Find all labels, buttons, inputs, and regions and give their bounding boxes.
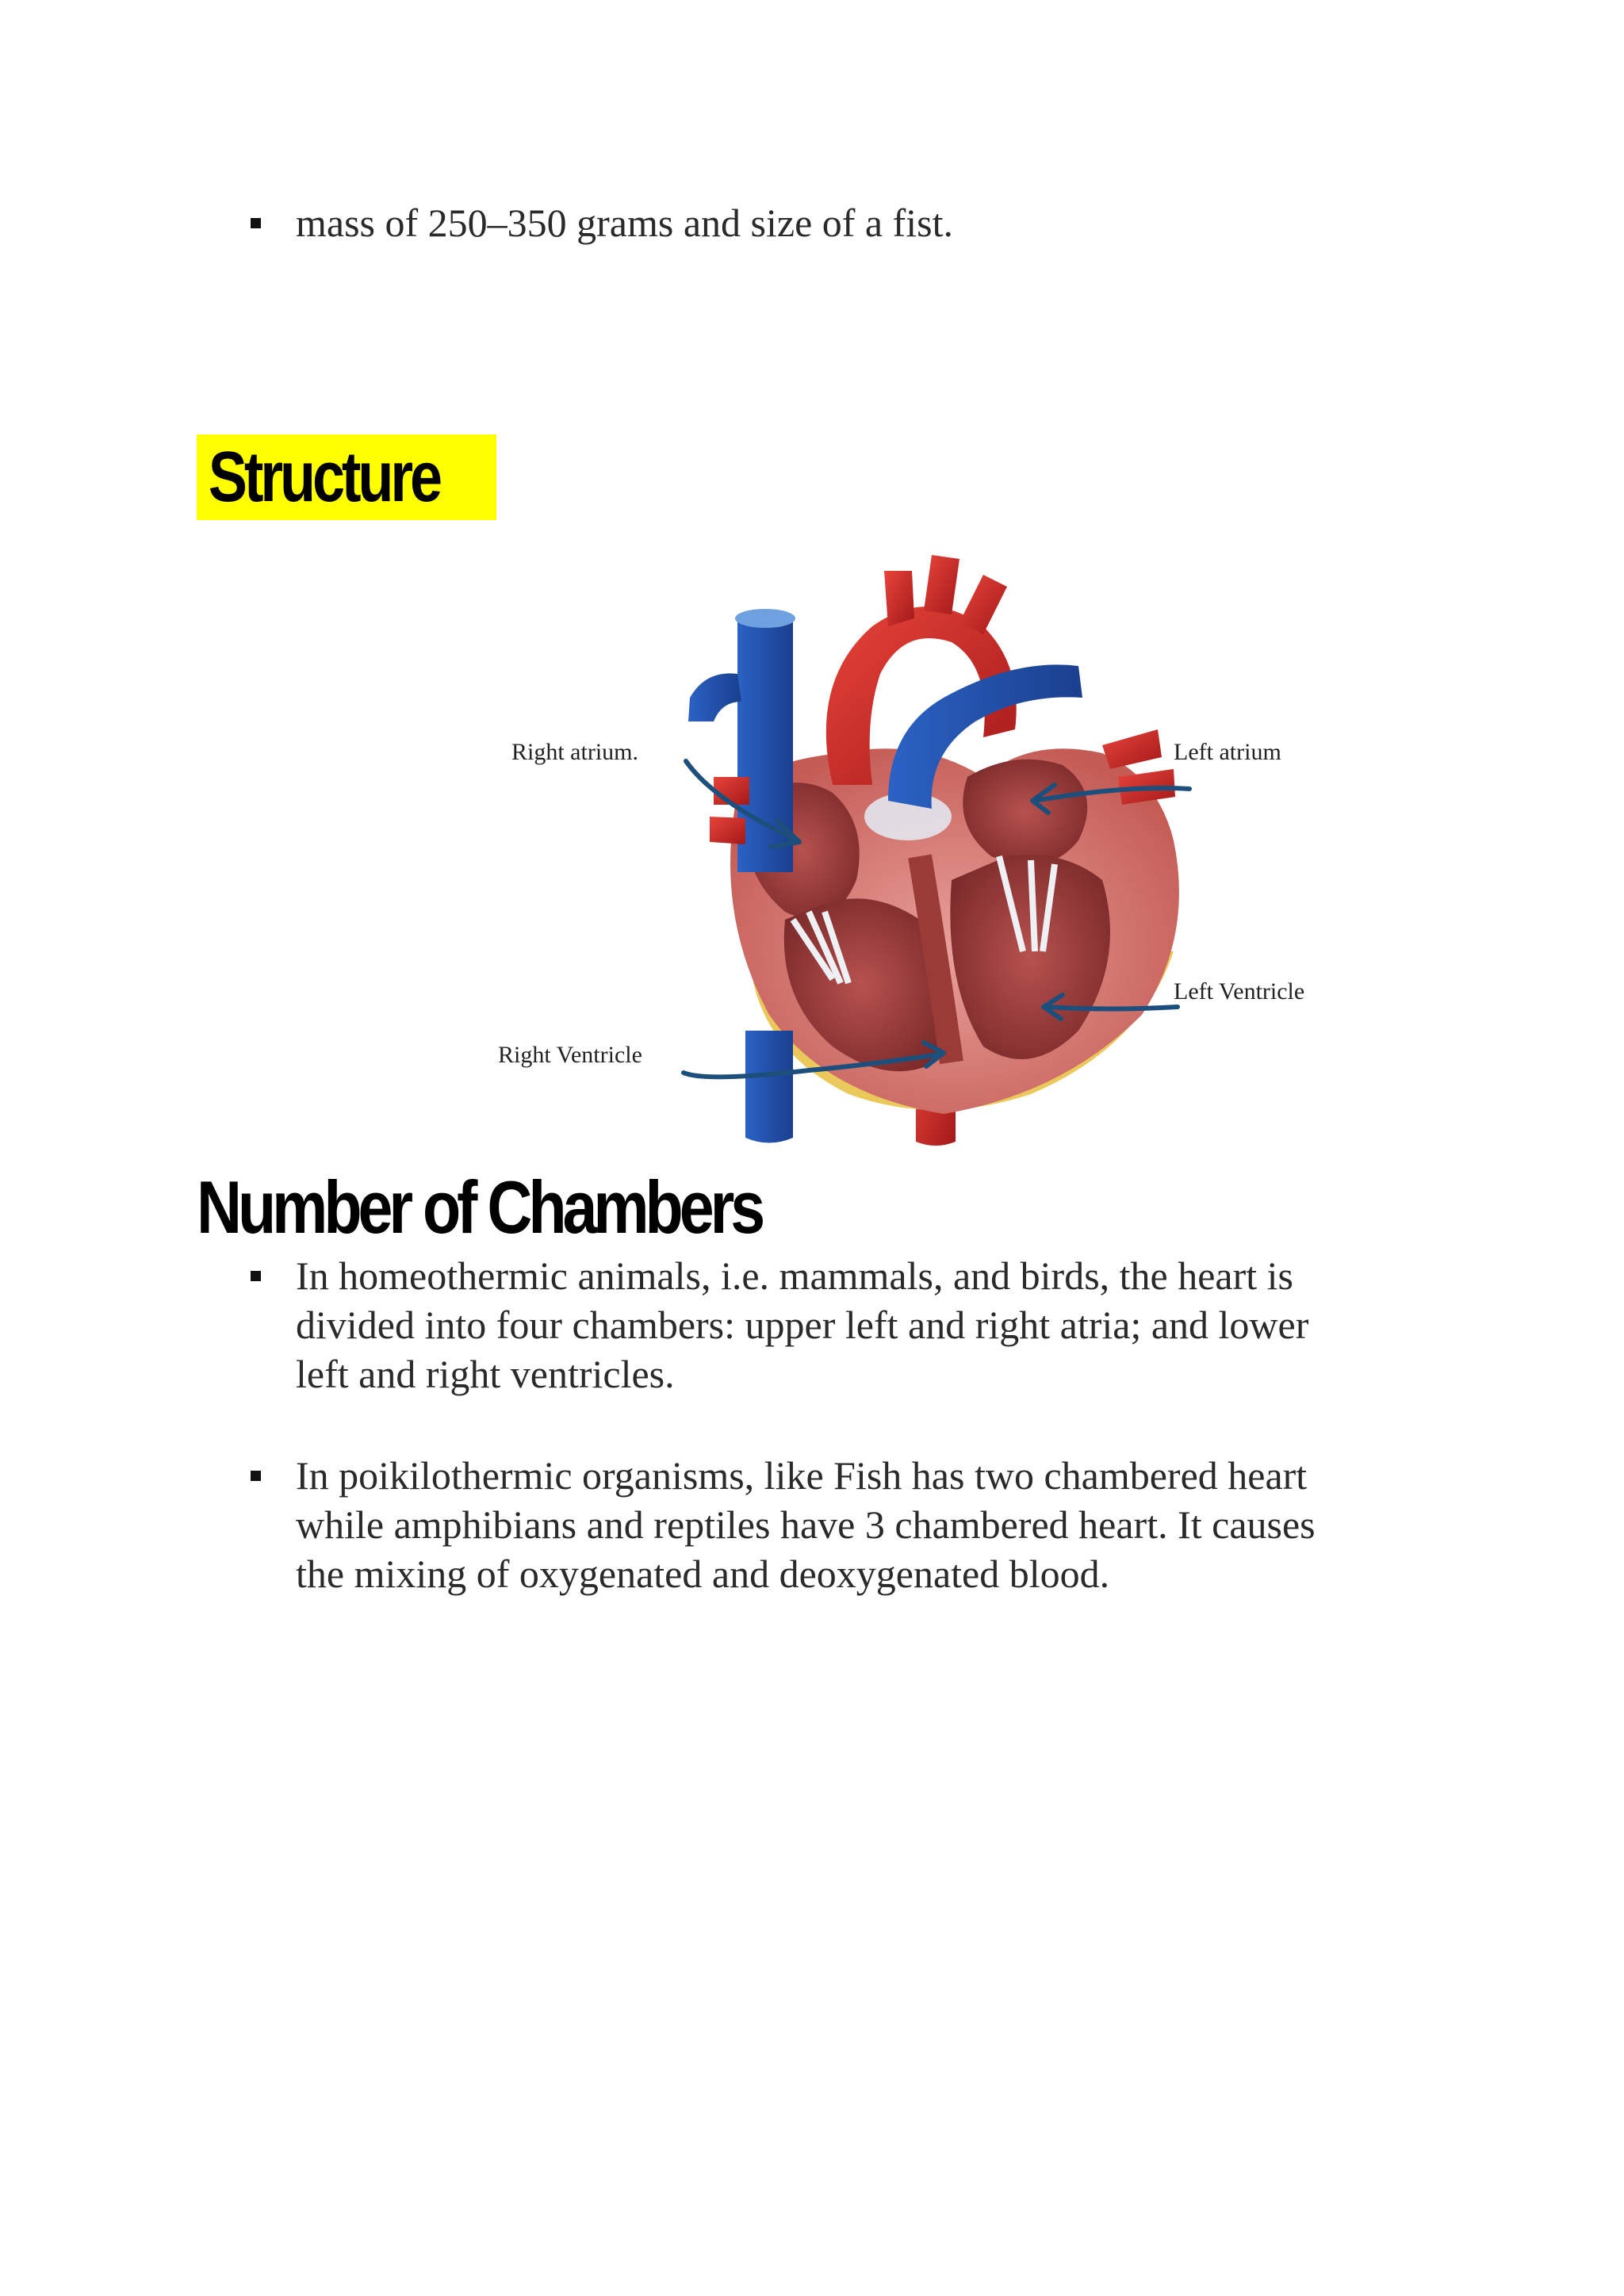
intro-bullet-text: mass of 250–350 grams and size of a fist.: [296, 201, 954, 245]
inferior-vena-cava: [745, 1031, 793, 1143]
heart-diagram: [476, 539, 1348, 1158]
structure-heading: Structure: [208, 437, 439, 517]
text-line: In homeothermic animals, i.e. mammals, and birds, the heart is: [296, 1253, 1294, 1298]
text-line: while amphibians and reptiles have 3 chambered heart. It causes: [296, 1502, 1316, 1547]
chambers-bullet-2: [251, 1451, 1316, 1598]
chambers-bullet-1: [251, 1251, 1308, 1399]
chambers-bullet-1-text: [296, 1251, 1308, 1399]
label-right-atrium: Right atrium.: [511, 739, 638, 765]
arrow-left-ventricle: [1045, 1007, 1178, 1009]
bullet-marker: [251, 1471, 261, 1481]
label-left-atrium: Left atrium: [1174, 739, 1281, 765]
text-line: left and right ventricles.: [296, 1352, 675, 1396]
bullet-marker: [251, 1271, 261, 1281]
structure-heading-highlight: [197, 434, 496, 520]
chambers-heading: Number of Chambers: [197, 1165, 762, 1249]
intro-bullet: [251, 198, 953, 247]
text-line: the mixing of oxygenated and deoxygenated blood.: [296, 1552, 1110, 1596]
bullet-marker: [251, 218, 261, 228]
text-line: divided into four chambers: upper left and right atria; and lower: [296, 1303, 1309, 1347]
text-line: In poikilothermic organisms, like Fish has two chambered heart: [296, 1453, 1308, 1498]
label-left-ventricle: Left Ventricle: [1174, 978, 1305, 1004]
chambers-bullet-2-text: [296, 1451, 1316, 1598]
label-right-ventricle: Right Ventricle: [498, 1042, 642, 1068]
